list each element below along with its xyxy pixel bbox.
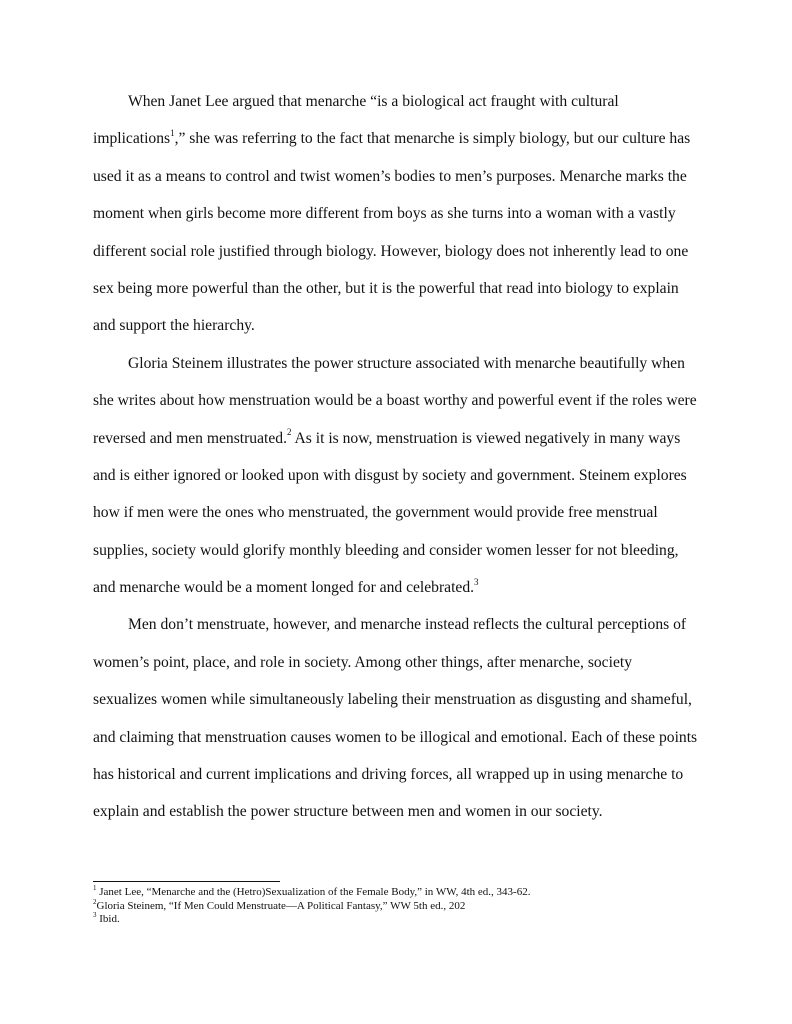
paragraph-1-line-1: When Janet Lee argued that menarche “is a biological act fraught with cultural [128, 93, 619, 110]
paragraph-1-line-5: different social role justified through biology. However, biology does not inherently lead to one [93, 242, 689, 260]
line-text: and menarche would be a moment longed for and celebrated. [93, 579, 475, 597]
paragraph-2-line-7 [93, 574, 703, 611]
footnote-1 [93, 886, 713, 900]
line-text: reversed and men menstruated. [93, 429, 287, 447]
line-text: implications [93, 130, 171, 148]
body-text [93, 88, 703, 836]
paragraph-1-line-7: and support the hierarchy. [93, 317, 255, 335]
line-text-after: ,” she was referring to the fact that menarche is simply biology, but our culture has [174, 130, 691, 148]
paragraph-3-line-2: women’s point, place, and role in society. Among other things, after menarche, society [93, 653, 632, 671]
paragraph-2-line-1: Gloria Steinem illustrates the power structure associated with menarche beautifully when [128, 354, 685, 372]
line-text-after: As it is now, menstruation is viewed negatively in many ways [291, 429, 681, 447]
paragraph-3-line-6: explain and establish the power structure between men and women in our society. [93, 803, 603, 821]
paragraph-3-line-4: and claiming that menstruation causes women to be illogical and emotional. Each of these points [93, 728, 698, 746]
footnote-2 [93, 897, 713, 914]
footnote-ref-2[interactable]: 2 [286, 427, 292, 438]
paragraph-3-line-3: sexualizes women while simultaneously labeling their menstruation as disgusting and shameful, [93, 691, 692, 709]
paragraph-1-line-6: sex being more powerful than the other, but it is the powerful that read into biology to explain [93, 279, 679, 297]
footnote-mark-1: 1 [93, 884, 97, 893]
paragraph-1-line-2 [93, 125, 703, 162]
paragraph-3-line-5: has historical and current implications and driving forces, all wrapped up in using menarche to [93, 766, 684, 784]
paragraph-3-line-1: Men don’t menstruate, however, and menarche instead reflects the cultural perceptions of [128, 616, 687, 634]
paragraph-2-line-2: she writes about how menstruation would be a boast worthy and powerful event if the roles were [93, 392, 697, 410]
footnotes [93, 886, 713, 927]
paragraph-1-line-4: moment when girls become more different from boys as she turns into a woman with a vastly [93, 205, 676, 223]
paragraph-2-line-3 [93, 425, 703, 462]
footnote-ref-1[interactable]: 1 [170, 128, 175, 139]
footnote-text: Janet Lee, “Menarche and the (Hetro)Sexualization of the Female Body,” in WW, 4th ed., 343-62. [96, 886, 531, 898]
footnote-text: Gloria Steinem, “If Men Could Menstruate—A Political Fantasy,” WW 5th ed., 202 [96, 899, 466, 912]
footnote-ref-3[interactable]: 3 [474, 576, 479, 587]
paragraph-2-line-5: how if men were the ones who menstruated, the government would provide free menstrual [93, 504, 658, 522]
paragraph-1-line-3: used it as a means to control and twist women’s bodies to men’s purposes. Menarche marks the [93, 167, 687, 185]
footnote-mark-3: 3 [93, 911, 97, 920]
paragraph-2-line-4: and is either ignored or looked upon with disgust by society and government. Steinem explores [93, 466, 687, 484]
footnote-3 [93, 913, 713, 927]
footnote-separator [93, 881, 280, 882]
paragraph-2-line-6: supplies, society would glorify monthly bleeding and consider women lesser for not bleeding, [93, 541, 679, 559]
footnote-mark-2: 2 [93, 897, 97, 906]
footnote-text: Ibid. [96, 913, 120, 925]
